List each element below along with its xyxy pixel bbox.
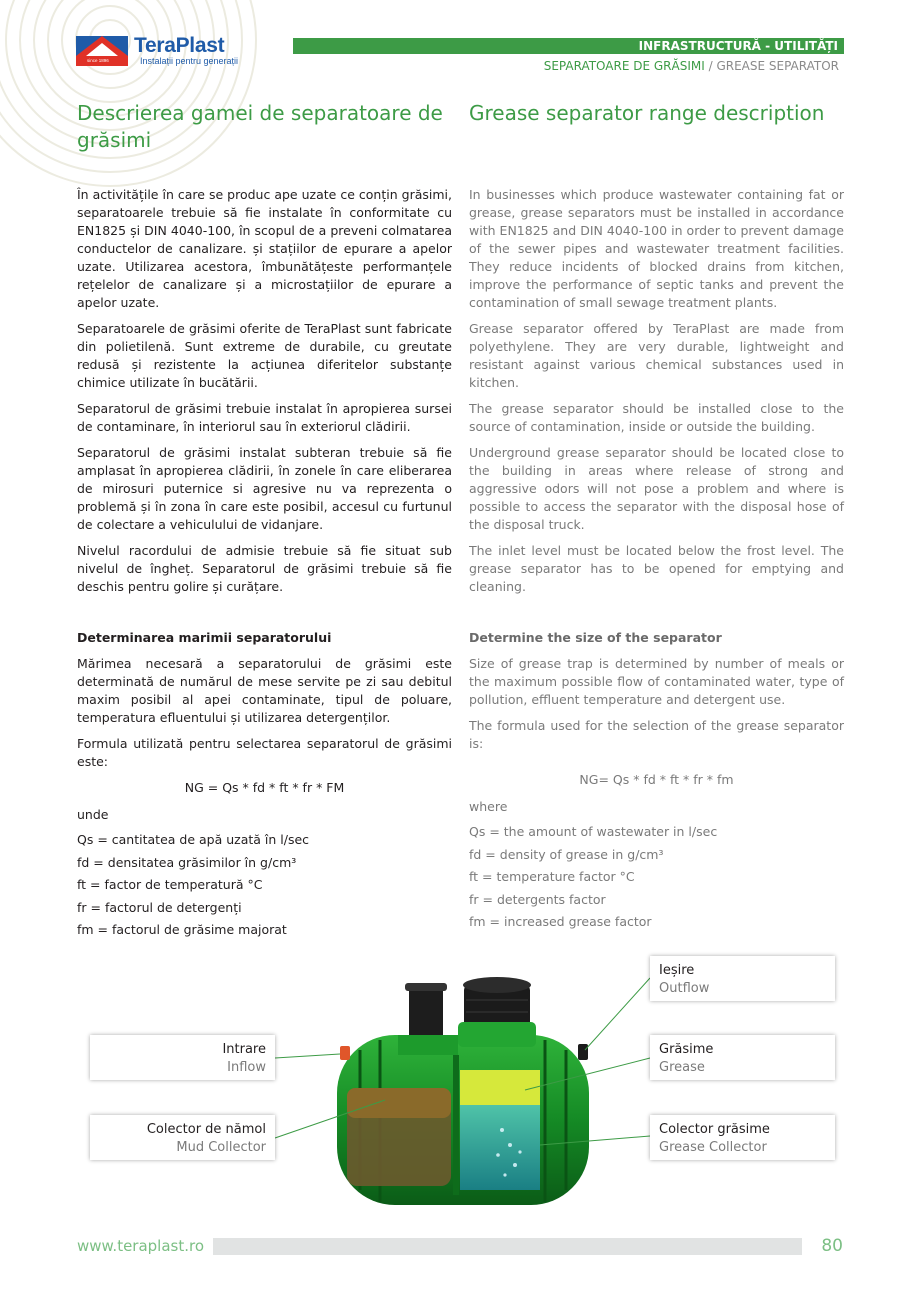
right-paragraph: Underground grease separator should be located close to the building in areas where release of strong and aggressive odors will not pose a problem and where is possible to access the separator with the disposal hose of the disposal truck. bbox=[469, 445, 844, 532]
logo-brand: TeraPlast bbox=[134, 34, 225, 57]
left-paragraph: Separatoarele de grăsimi oferite de TeraPlast sunt fabricate din polietilenă. Sunt extreme de durabile, cu greutate redusă și rezistente la acțiunea diferitelor substanțe chimice utilizate în bucătării. bbox=[77, 321, 452, 390]
left-formula: NG = Qs * fd * ft * fr * FM bbox=[184, 780, 345, 795]
left-formula-intro: Formula utilizată pentru selectarea separatorul de grăsimi este: bbox=[77, 736, 452, 769]
right-size-section bbox=[469, 629, 844, 934]
subsection-ro: SEPARATOARE DE GRĂSIMI bbox=[543, 59, 705, 73]
left-column bbox=[77, 100, 452, 604]
right-size-text: Size of grease trap is determined by number of meals or the maximum possible flow of contaminated water, type of pollution, effluent temperature and detergent use. bbox=[469, 656, 844, 707]
right-formula-intro: The formula used for the selection of the grease separator is: bbox=[469, 718, 844, 751]
footer-url[interactable]: www.teraplast.ro bbox=[77, 1237, 205, 1255]
left-where: unde bbox=[77, 807, 109, 822]
outflow-label-en: Outflow bbox=[659, 981, 710, 996]
logo-since: since 1896 bbox=[87, 58, 109, 63]
mud-collector-label-en: Mud Collector bbox=[176, 1140, 266, 1155]
definition-item: ft = factor de temperatură °C bbox=[77, 877, 263, 893]
grease-collector-label-en: Grease Collector bbox=[659, 1140, 767, 1155]
left-paragraph: Separatorul de grăsimi instalat subteran trebuie să fie amplasat în apropierea clădirii, în zonele în care eliberarea de mirosuri puternice si agresive nu va reprezenta o problemă și în zona în care este posibil, accesul cu furtunul de colectare a vehiculului de vidanjare. bbox=[77, 445, 452, 532]
left-title: Descrierea gamei de separatoare de grăsimi bbox=[77, 101, 443, 152]
definition-item: fr = detergents factor bbox=[469, 891, 606, 907]
left-size-heading: Determinarea marimii separatorului bbox=[77, 630, 332, 645]
right-where: where bbox=[469, 799, 508, 814]
grease-label bbox=[650, 1035, 835, 1080]
logo-tagline: Instalații pentru generații bbox=[140, 56, 239, 66]
grease-label-en: Grease bbox=[659, 1060, 705, 1075]
grease-collector-label bbox=[650, 1115, 835, 1160]
definition-item: Qs = cantitatea de apă uzată în l/sec bbox=[77, 832, 310, 847]
right-paragraph: The inlet level must be located below the frost level. The grease separator has to be opened for emptying and cleaning. bbox=[469, 543, 844, 594]
right-formula: NG= Qs * fd * ft * fr * fm bbox=[579, 772, 734, 787]
left-paragraph: Nivelul racordului de admisie trebuie să fie situat sub nivelul de îngheț. Separatorul de grăsimi trebuie să fie deschis pentru golire și curățare. bbox=[77, 543, 452, 594]
right-title: Grease separator range description bbox=[469, 101, 825, 125]
page-number: 80 bbox=[821, 1236, 843, 1256]
subsection-separator: / bbox=[704, 59, 717, 73]
definition-item: fd = densitatea grăsimilor în g/cm³ bbox=[77, 854, 297, 870]
inflow-label-en: Inflow bbox=[227, 1060, 266, 1075]
outflow-label bbox=[650, 956, 835, 1001]
inflow-label bbox=[90, 1035, 275, 1080]
outflow-label-ro: Ieșire bbox=[659, 963, 695, 978]
definition-item: Qs = the amount of wastewater in l/sec bbox=[469, 824, 718, 839]
grease-collector-label-ro: Colector grăsime bbox=[659, 1122, 770, 1137]
left-paragraph: În activitățile în care se produc ape uzate ce conțin grăsimi, separatoarele trebuie să fie instalate în conformitate cu EN1825 și DIN 4040-100, în scopul de a preveni colmatarea conductelor de canalizare. și stațiilor de epurare a apelor uzate. Utilizarea acestora, îmbunătățeste performanțele rețelelor de canalizare și a microstațiilor de epurare a apelor uzate. bbox=[77, 187, 452, 310]
section-bar bbox=[293, 38, 844, 54]
mud-collector-label bbox=[90, 1115, 275, 1160]
right-paragraph: In businesses which produce wastewater containing fat or grease, grease separators must be installed in accordance with EN1825 and DIN 4040-100 in order to prevent damage of the sewer pipes and wastewater treatment facilities. They reduce incidents of blocked drains from kitchen, improve the performance of septic tanks and prevent the contamination of small sewage treatment plants. bbox=[469, 187, 844, 310]
section-title: INFRASTRUCTURĂ - UTILITĂȚI bbox=[638, 39, 838, 53]
subsection-en: GREASE SEPARATOR bbox=[716, 59, 839, 73]
grease-label-ro: Grăsime bbox=[659, 1042, 714, 1057]
right-paragraph: Grease separator offered by TeraPlast are made from polyethylene. They are very durable, lightweight and resistant against various chemical substances used in kitchen. bbox=[469, 321, 844, 390]
right-paragraph: The grease separator should be installed close to the source of contamination, inside or outside the building. bbox=[469, 401, 844, 434]
definition-item: fm = factorul de grăsime majorat bbox=[77, 922, 287, 938]
footer-bar bbox=[213, 1238, 802, 1255]
separator-diagram bbox=[0, 940, 920, 1220]
right-definitions bbox=[469, 821, 844, 934]
definition-item: fm = increased grease factor bbox=[469, 914, 652, 930]
left-paragraph: Separatorul de grăsimi trebuie instalat în apropierea sursei de contaminare, în interiorul sau în exteriorul clădirii. bbox=[77, 401, 452, 434]
subsection-breadcrumb bbox=[544, 59, 839, 73]
right-size-heading: Determine the size of the separator bbox=[469, 630, 722, 645]
definition-item: fr = factorul de detergenți bbox=[77, 899, 242, 915]
right-column bbox=[469, 100, 844, 604]
left-definitions bbox=[77, 829, 452, 942]
teraplast-logo[interactable] bbox=[76, 34, 246, 68]
definition-item: fd = density of grease in g/cm³ bbox=[469, 846, 664, 862]
left-size-section bbox=[77, 629, 452, 942]
mud-collector-label-ro: Colector de nămol bbox=[146, 1122, 266, 1137]
inflow-label-ro: Intrare bbox=[222, 1042, 266, 1057]
left-size-text: Mărimea necesară a separatorului de grăsimi este determinată de numărul de mese servite pe zi sau debitul maxim posibil al apei contaminate, tipul de poluare, temperatura efluentului și utilizarea detergenților. bbox=[77, 656, 452, 725]
definition-item: ft = temperature factor °C bbox=[469, 869, 635, 885]
